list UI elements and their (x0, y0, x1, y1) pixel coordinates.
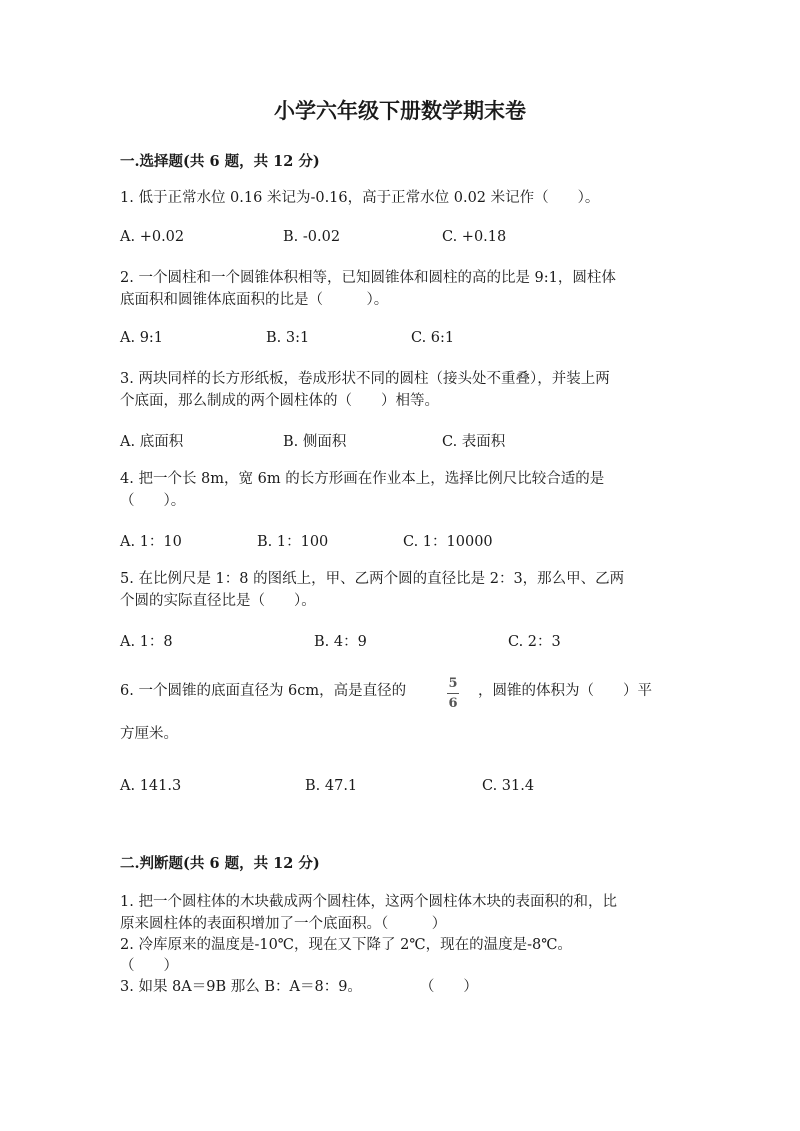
fraction-denominator: 6 (448, 696, 458, 711)
question-4-line-1: 4. 把一个长 8m，宽 6m 的长方形画在作业本上，选择比例尺比较合适的是 (120, 471, 605, 487)
q4-option-c: C. 1：10000 (403, 534, 493, 550)
question-2-line-1: 2. 一个圆柱和一个圆锥体积相等，已知圆锥体和圆柱的高的比是 9:1，圆柱体 (120, 270, 616, 286)
question-5-line-2: 个圆的实际直径比是（ ）。 (120, 593, 316, 609)
page-title: 小学六年级下册数学期末卷 (274, 98, 526, 123)
question-4-line-2: （ ）。 (120, 493, 186, 509)
q2-option-c: C. 6:1 (411, 330, 455, 346)
fraction-numerator: 5 (448, 676, 458, 691)
q2-option-a: A. 9:1 (120, 330, 164, 346)
q6-option-c: C. 31.4 (482, 778, 535, 794)
judge-2-line-1: 2. 冷库原来的温度是-10℃，现在又下降了 2℃，现在的温度是-8℃。 (120, 937, 572, 953)
question-1-line-1: 1. 低于正常水位 0.16 米记为-0.16，高于正常水位 0.02 米记作（ ）。 (120, 190, 600, 206)
question-6-line-1b: ，圆锥的体积为（ ）平 (478, 683, 652, 699)
q1-option-b: B. -0.02 (283, 229, 341, 245)
question-3-line-1: 3. 两块同样的长方形纸板，卷成形状不同的圆柱（接头处不重叠），并装上两 (120, 371, 610, 387)
q3-option-b: B. 侧面积 (283, 434, 347, 450)
q5-option-c: C. 2：3 (508, 634, 561, 650)
q6-option-b: B. 47.1 (305, 778, 358, 794)
judge-1-line-1: 1. 把一个圆柱体的木块截成两个圆柱体，这两个圆柱体木块的表面积的和，比 (120, 894, 617, 910)
section-heading-judgement: 二.判断题(共 6 题，共 12 分) (120, 855, 320, 872)
question-6-line-2: 方厘米。 (120, 726, 178, 742)
question-3-line-2: 个底面，那么制成的两个圆柱体的（ ）相等。 (120, 393, 439, 409)
q1-option-c: C. +0.18 (442, 229, 507, 245)
q5-option-b: B. 4：9 (314, 634, 367, 650)
q6-option-a: A. 141.3 (120, 778, 182, 794)
q5-option-a: A. 1：8 (120, 634, 173, 650)
q4-option-a: A. 1：10 (120, 534, 182, 550)
q1-option-a: A. +0.02 (120, 229, 185, 245)
question-6-line-1a: 6. 一个圆锥的底面直径为 6cm，高是直径的 (120, 683, 407, 699)
question-2-line-2: 底面积和圆锥体底面积的比是（ ）。 (120, 292, 389, 308)
section-heading-choice: 一.选择题(共 6 题，共 12 分) (120, 153, 320, 170)
judge-2-line-2: （ ） (120, 958, 178, 974)
question-5-line-1: 5. 在比例尺是 1：8 的图纸上，甲、乙两个圆的直径比是 2：3，那么甲、乙两 (120, 571, 625, 587)
judge-3-line-1: 3. 如果 8A＝9B 那么 B：A＝8：9。 （ ） (120, 979, 478, 995)
q3-option-c: C. 表面积 (442, 434, 506, 450)
judge-1-line-2: 原来圆柱体的表面积增加了一个底面积。（ ） (120, 916, 447, 932)
fraction-five-sixths (442, 676, 464, 711)
fraction-bar (447, 693, 459, 694)
q3-option-a: A. 底面积 (120, 434, 184, 450)
q2-option-b: B. 3:1 (266, 330, 310, 346)
q4-option-b: B. 1：100 (257, 534, 329, 550)
